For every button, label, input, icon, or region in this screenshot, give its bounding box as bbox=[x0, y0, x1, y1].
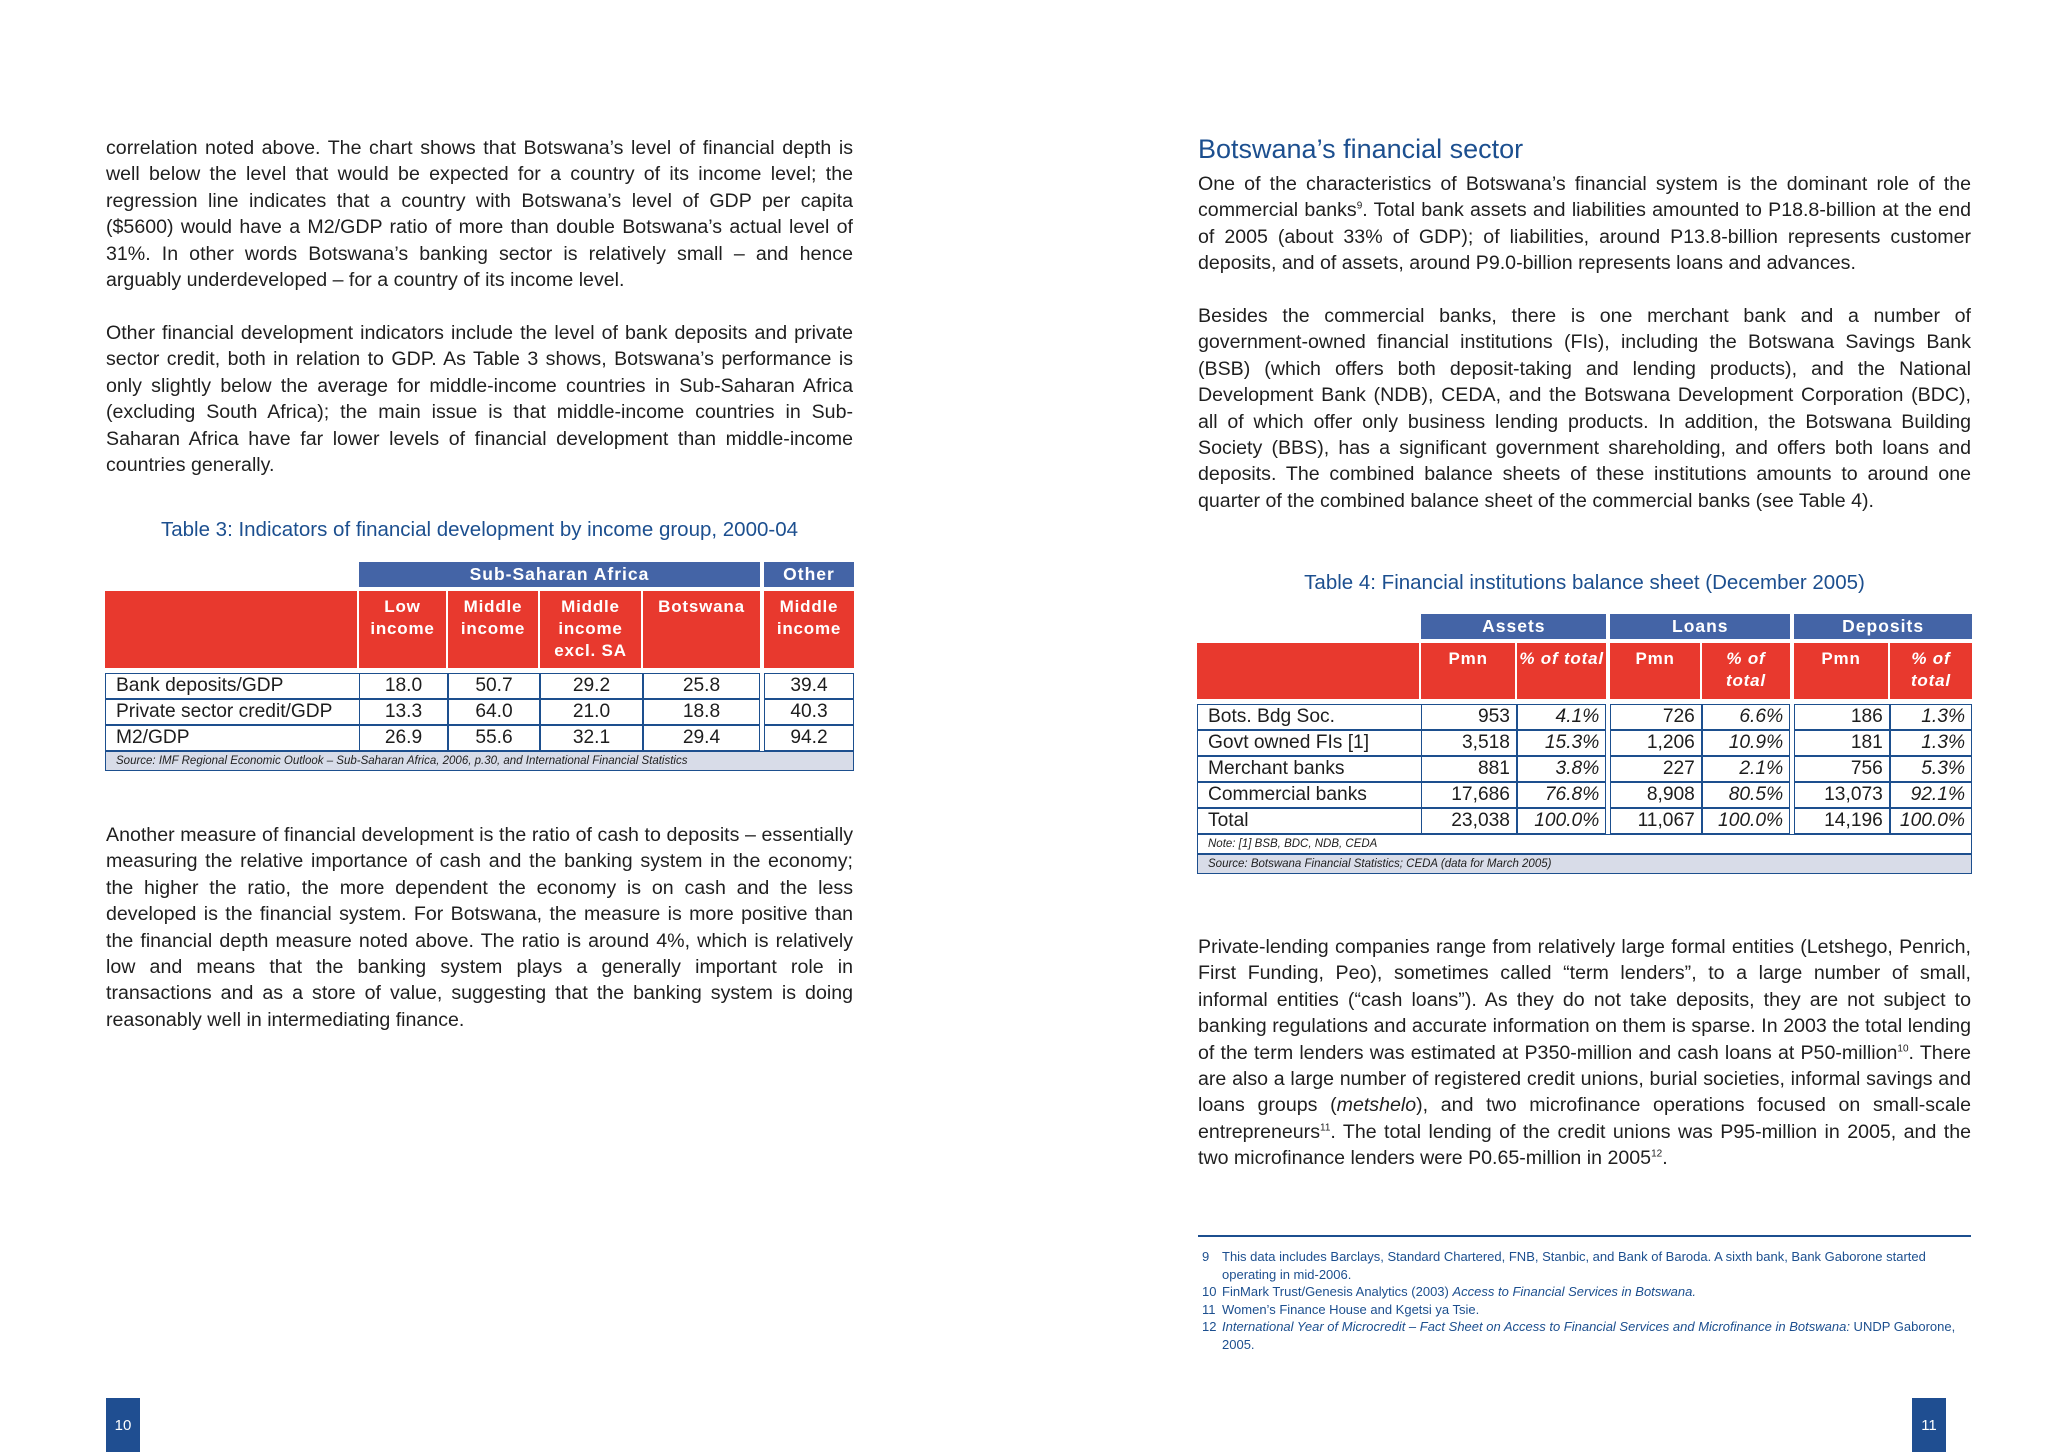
cell: 23,038 bbox=[1421, 808, 1517, 834]
table3-header-middle-income: Middle income bbox=[448, 591, 540, 668]
table-row bbox=[1197, 808, 1972, 834]
cell: 11,067 bbox=[1610, 808, 1701, 834]
table4-caption: Table 4: Financial institutions balance sheet (December 2005) bbox=[1304, 571, 1865, 594]
row-label: Govt owned FIs [1] bbox=[1197, 730, 1421, 756]
right-paragraph-2: Besides the commercial banks, there is one merchant bank and a number of government-owned financial institutions (FIs), including the Botswana Savings Bank (BSB) (which offers both deposit-taking and lending products), and the National Development Bank (NDB), CEDA, and the Botswana Development Corporation (BDC), all of which offer only business lending products. In addition, the Botswana Building Society (BBS), has a significant government shareholding, and offers both loans and deposits. The combined balance sheets of these institutions amounts to around one quarter of the combined balance sheet of the commercial banks (see Table 4). bbox=[1198, 305, 1971, 512]
table3-caption: Table 3: Indicators of financial development by income group, 2000-04 bbox=[160, 518, 799, 541]
cell: 953 bbox=[1421, 704, 1517, 730]
cell: 13.3 bbox=[359, 699, 448, 725]
cell: 25.8 bbox=[643, 673, 760, 699]
table-row bbox=[1197, 704, 1972, 730]
section-heading: Botswana’s financial sector bbox=[1198, 134, 1524, 164]
right-paragraph-1: One of the characteristics of Botswana’s financial system is the dominant role of the commercial banks$^9$. Total bank assets and liabilities amounted to P18.8-billion at the end of 2005 (about 33% of GDP); of liabilities, around P13.8-billion represents customer deposits, and of assets, around P9.0-billion represents loans and advances. bbox=[1198, 173, 1971, 275]
cell: 726 bbox=[1610, 704, 1701, 730]
table-row bbox=[105, 725, 854, 751]
cell: 50.7 bbox=[448, 673, 540, 699]
footnotes bbox=[1202, 1248, 1962, 1353]
table4-sub-pct: % of total bbox=[1517, 643, 1606, 699]
cell: 2.1% bbox=[1702, 756, 1790, 782]
table3-group-other: Other bbox=[764, 562, 854, 587]
table3-header-botswana: Botswana bbox=[643, 591, 760, 668]
right-paragraph-3: Private-lending companies range from relatively large formal entities (Letshego, Penrich, First Funding, Peo), sometimes called “term lenders”, to a large number of small, informal entities (“cash loans”). As they do not take deposits, they are not subject to banking regulations and accurate information on them is sparse. In 2003 the total lending of the term lenders was estimated at P350-million and cash loans at P50-million$^{10}$. There are also a large number of registered credit unions, burial societies, informal savings and loans groups (metshelo), and two microfinance operations focused on small-scale entrepreneurs$^{11}$. The total lending of the credit unions was P95-million in 2005, and the two microfinance lenders were P0.65-million in 2005$^{12}$. bbox=[1198, 936, 1972, 1170]
cell: 17,686 bbox=[1421, 782, 1517, 808]
table4-sub-pct: % of total bbox=[1702, 643, 1790, 699]
table-row bbox=[1197, 782, 1972, 808]
cell: 100.0% bbox=[1517, 808, 1606, 834]
cell: 55.6 bbox=[448, 725, 540, 751]
table4 bbox=[1197, 614, 1972, 874]
cell: 29.4 bbox=[643, 725, 760, 751]
cell: 64.0 bbox=[448, 699, 540, 725]
cell: 18.0 bbox=[359, 673, 448, 699]
page-number-right: 11 bbox=[1912, 1398, 1946, 1452]
cell: 100.0% bbox=[1890, 808, 1972, 834]
cell: 76.8% bbox=[1517, 782, 1606, 808]
row-label: Private sector credit/GDP bbox=[105, 699, 359, 725]
cell: 4.1% bbox=[1517, 704, 1606, 730]
table3 bbox=[105, 562, 854, 771]
cell: 21.0 bbox=[540, 699, 643, 725]
row-label: Bank deposits/GDP bbox=[105, 673, 359, 699]
cell: 756 bbox=[1794, 756, 1890, 782]
footnote-ref-11: 11 bbox=[1320, 1122, 1331, 1134]
table3-group-ssa: Sub-Saharan Africa bbox=[359, 562, 760, 587]
row-label: M2/GDP bbox=[105, 725, 359, 751]
cell: 80.5% bbox=[1702, 782, 1790, 808]
table4-sub-pct: % of total bbox=[1890, 643, 1972, 699]
cell: 14,196 bbox=[1794, 808, 1890, 834]
row-label: Merchant banks bbox=[1197, 756, 1421, 782]
cell: 40.3 bbox=[764, 699, 854, 725]
footnote-10: 10 FinMark Trust/Genesis Analytics (2003) Access to Financial Services in Botswana. bbox=[1202, 1284, 1696, 1299]
cell: 32.1 bbox=[540, 725, 643, 751]
cell: 13,073 bbox=[1794, 782, 1890, 808]
cell: 6.6% bbox=[1702, 704, 1790, 730]
cell: 26.9 bbox=[359, 725, 448, 751]
table-row bbox=[105, 699, 854, 725]
footnote-11: 11 Women’s Finance House and Kgetsi ya Tsie. bbox=[1202, 1301, 1480, 1317]
cell: 3,518 bbox=[1421, 730, 1517, 756]
cell: 29.2 bbox=[540, 673, 643, 699]
table-row bbox=[1197, 756, 1972, 782]
cell: 1.3% bbox=[1890, 730, 1972, 756]
table4-group-loans: Loans bbox=[1610, 614, 1790, 639]
table4-group-deposits: Deposits bbox=[1794, 614, 1972, 639]
cell: 94.2 bbox=[764, 725, 854, 751]
left-paragraph-1: correlation noted above. The chart shows that Botswana’s level of financial depth is well below the level that would be expected for a country of its income level; the regression line indicates that a country with Botswana’s level of GDP per capita ($5600) would have a M2/GDP ratio of more than double Botswana’s actual level of 31%. In other words Botswana’s banking sector is relatively small – and hence arguably underdeveloped – for a country of its income level. bbox=[106, 137, 853, 292]
table4-note: Note: [1] BSB, BDC, NDB, CEDA bbox=[1197, 834, 1972, 854]
table-row bbox=[105, 673, 854, 699]
cell: 1.3% bbox=[1890, 704, 1972, 730]
footnote-ref-9: 9 bbox=[1356, 200, 1363, 212]
table4-sub-pmn: Pmn bbox=[1610, 643, 1701, 699]
cell: 15.3% bbox=[1517, 730, 1606, 756]
table4-group-assets: Assets bbox=[1421, 614, 1606, 639]
row-label: Bots. Bdg Soc. bbox=[1197, 704, 1421, 730]
table4-source: Source: Botswana Financial Statistics; CEDA (data for March 2005) bbox=[1197, 854, 1972, 874]
table-row bbox=[1197, 730, 1972, 756]
cell: 39.4 bbox=[764, 673, 854, 699]
cell: 18.8 bbox=[643, 699, 760, 725]
left-paragraph-2: Other financial development indicators include the level of bank deposits and private sector credit, both in relation to GDP. As Table 3 shows, Botswana’s performance is only slightly below the average for middle-income countries in Sub-Saharan Africa (excluding South Africa); the main issue is that middle-income countries in Sub-Saharan Africa have far lower levels of financial development than middle-income countries generally. bbox=[106, 322, 853, 477]
footnote-ref-12: 12 bbox=[1651, 1148, 1663, 1160]
cell: 10.9% bbox=[1702, 730, 1790, 756]
table3-header-other-middle: Middle income bbox=[764, 591, 854, 668]
cell: 3.8% bbox=[1517, 756, 1606, 782]
table3-source: Source: IMF Regional Economic Outlook – Sub-Saharan Africa, 2006, p.30, and International Financial Statistics bbox=[105, 751, 854, 771]
cell: 227 bbox=[1610, 756, 1701, 782]
row-label: Commercial banks bbox=[1197, 782, 1421, 808]
table3-header-middle-excl-sa: Middle income excl. SA bbox=[540, 591, 643, 668]
footnote-ref-10: 10 bbox=[1897, 1043, 1909, 1055]
cell: 181 bbox=[1794, 730, 1890, 756]
cell: 881 bbox=[1421, 756, 1517, 782]
page-number-left: 10 bbox=[106, 1398, 140, 1452]
right-page bbox=[1024, 0, 2048, 1452]
left-paragraph-3: Another measure of financial development is the ratio of cash to deposits – essentially measuring the relative importance of cash and the banking system in the economy; the higher the ratio, the more dependent the economy is on cash and the less developed is the financial system. For Botswana, the measure is more positive than the financial depth measure noted above. The ratio is around 4%, which is relatively low and means that the banking system plays a generally important role in transactions and as a store of value, suggesting that the banking system is doing reasonably well in intermediating finance. bbox=[106, 824, 853, 1031]
table4-sub-pmn: Pmn bbox=[1421, 643, 1517, 699]
cell: 5.3% bbox=[1890, 756, 1972, 782]
cell: 1,206 bbox=[1610, 730, 1701, 756]
table3-header-low-income: Low income bbox=[359, 591, 448, 668]
cell: 186 bbox=[1794, 704, 1890, 730]
footnote-divider bbox=[1198, 1235, 1971, 1237]
footnote-12: 12 International Year of Microcredit – Fact Sheet on Access to Financial Services and Microfinance in Botswana: UNDP Gaborone, 2005. bbox=[1202, 1319, 1956, 1352]
cell: 92.1% bbox=[1890, 782, 1972, 808]
cell: 100.0% bbox=[1702, 808, 1790, 834]
row-label: Total bbox=[1197, 808, 1421, 834]
table4-sub-pmn: Pmn bbox=[1794, 643, 1890, 699]
cell: 8,908 bbox=[1610, 782, 1701, 808]
footnote-9: 9 This data includes Barclays, Standard Chartered, FNB, Stanbic, and Bank of Baroda. A sixth bank, Bank Gaborone started operating in mid-2006. bbox=[1202, 1249, 1926, 1282]
